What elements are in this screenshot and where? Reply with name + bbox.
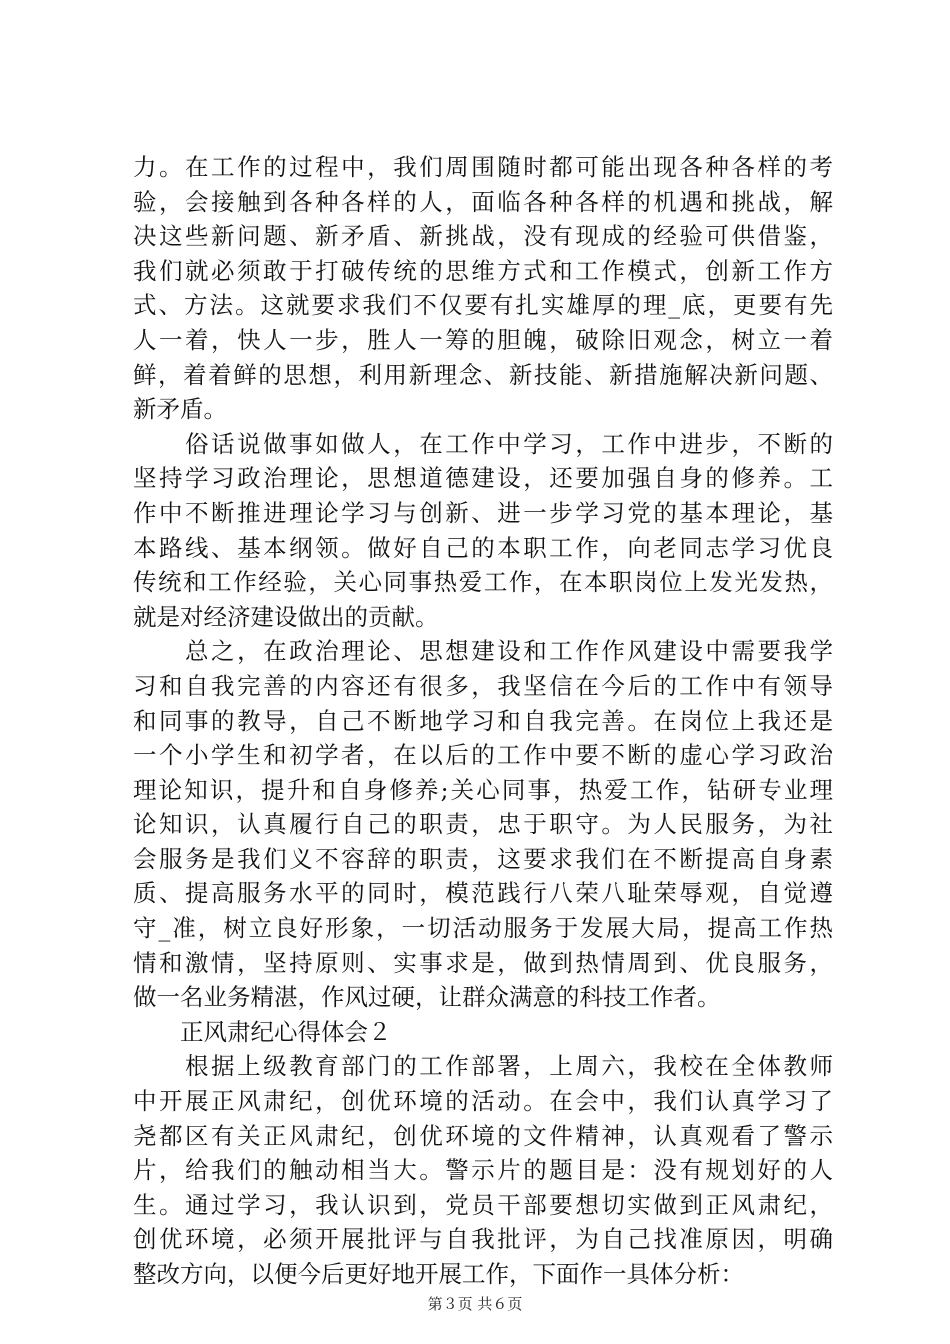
text-line: 新矛盾。 bbox=[133, 395, 227, 424]
text-line: 我们就必须敢于打破传统的思维方式和工作模式，创新工作方 bbox=[133, 256, 833, 285]
text-line: 会服务是我们义不容辞的职责，这要求我们在不断提高自身素 bbox=[133, 844, 833, 873]
text-line: 传统和工作经验，关心同事热爱工作，在本职岗位上发光发热， bbox=[133, 568, 833, 597]
text-line: 一个小学生和初学者，在以后的工作中要不断的虚心学习政治 bbox=[133, 741, 833, 770]
text-line: 做一名业务精湛，作风过硬，让群众满意的科技工作者。 bbox=[133, 983, 721, 1012]
text-line: 情和激情，坚持原则、实事求是，做到热情周到、优良服务， bbox=[133, 948, 833, 977]
text-line: 守_准，树立良好形象，一切活动服务于发展大局，提高工作热 bbox=[133, 914, 833, 943]
text-line: 俗话说做事如做人，在工作中学习，工作中进步，不断的 bbox=[133, 429, 833, 458]
text-line: 力。在工作的过程中，我们周围随时都可能出现各种各样的考 bbox=[133, 153, 833, 181]
section-heading: 正风肃纪心得体会２ bbox=[133, 1017, 392, 1046]
text-line: 总之，在政治理论、思想建设和工作作风建设中需要我学 bbox=[133, 637, 833, 666]
text-line: 验，会接触到各种各样的人，面临各种各样的机遇和挑战，解 bbox=[133, 187, 833, 216]
text-line: 整改方向，以便今后更好地开展工作，下面作一具体分析： bbox=[133, 1260, 744, 1288]
text-line: 质、提高服务水平的同时，模范践行八荣八耻荣辱观，自觉遵 bbox=[133, 879, 833, 908]
text-line: 生。通过学习，我认识到，党员干部要想切实做到正风肃纪， bbox=[133, 1190, 833, 1219]
text-line: 作中不断推进理论学习与创新、进一步学习党的基本理论，基 bbox=[133, 498, 833, 527]
text-line: 中开展正风肃纪，创优环境的活动。在会中，我们认真学习了 bbox=[133, 1087, 833, 1116]
text-line: 理论知识，提升和自身修养;关心同事，热爱工作，钻研专业理 bbox=[133, 775, 833, 804]
text-line: 论知识，认真履行自己的职责，忠于职守。为人民服务，为社 bbox=[133, 810, 833, 839]
text-line: 创优环境，必须开展批评与自我批评，为自己找准原因，明确 bbox=[133, 1225, 833, 1254]
page-number-footer: 第３页 共６页 bbox=[427, 1295, 523, 1313]
text-line: 就是对经济建设做出的贡献。 bbox=[133, 602, 439, 631]
text-line: 习和自我完善的内容还有很多，我坚信在今后的工作中有领导 bbox=[133, 671, 833, 700]
document-body bbox=[133, 150, 833, 1292]
text-line: 根据上级教育部门的工作部署，上周六，我校在全体教师 bbox=[133, 1052, 833, 1081]
text-line: 尧都区有关正风肃纪，创优环境的文件精神，认真观看了警示 bbox=[133, 1121, 833, 1150]
text-line: 决这些新问题、新矛盾、新挑战，没有现成的经验可供借鉴， bbox=[133, 222, 833, 251]
text-line: 片，给我们的触动相当大。警示片的题目是：没有规划好的人 bbox=[133, 1156, 833, 1185]
text-line: 坚持学习政治理论，思想道德建设，还要加强自身的修养。工 bbox=[133, 464, 833, 493]
text-line: 鲜，着着鲜的思想，利用新理念、新技能、新措施解决新问题、 bbox=[133, 360, 833, 389]
text-line: 和同事的教导，自己不断地学习和自我完善。在岗位上我还是 bbox=[133, 706, 833, 735]
text-line: 本路线、基本纲领。做好自己的本职工作，向老同志学习优良 bbox=[133, 533, 833, 562]
text-line: 人一着，快人一步，胜人一筹的胆魄，破除旧观念，树立一着 bbox=[133, 325, 833, 354]
text-line: 式、方法。这就要求我们不仅要有扎实雄厚的理_底，更要有先 bbox=[133, 291, 833, 320]
